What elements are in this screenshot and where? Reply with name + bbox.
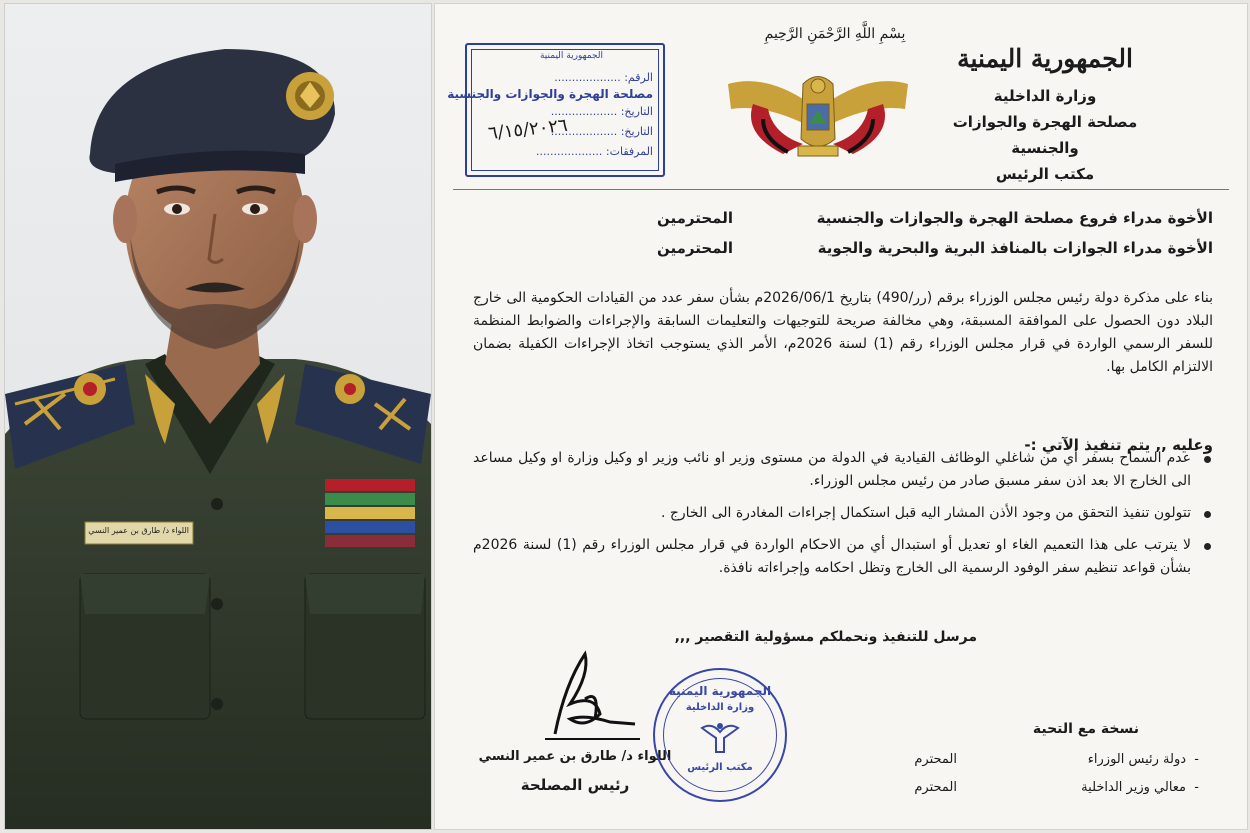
basmala: بِسْمِ اللَّهِ الرَّحْمَنِ الرَّحِيمِ [764, 26, 906, 42]
officer-portrait [4, 3, 432, 830]
signatory-name: اللواء د/ طارق بن عمير النسي [478, 749, 672, 764]
ministry-name: وزارة الداخلية [993, 87, 1097, 105]
stamp-date-label: التاريخ: ................... [550, 105, 653, 118]
addressee-2: الأخوة مدراء الجوازات بالمنافذ البرية والبحرية والجوية [817, 239, 1213, 257]
addressee-1-honor: المحترمين [657, 209, 734, 227]
stamp-date-label-2: التاريخ: ................... [550, 125, 653, 138]
copy-to-title: نسخة مع التحية [1032, 721, 1139, 737]
copy-recipient-1-honor: المحترم [914, 752, 957, 767]
signatory-title: رئيس المصلحة [520, 776, 630, 794]
office-name: مكتب الرئيس [995, 165, 1095, 183]
body-paragraph: بناء على مذكرة دولة رئيس مجلس الوزراء برقم (رر/490) بتاريخ 2026/06/1م بشأن سفر عدد من القيادات الحكومية الى خارج البلاد دون الحصول على الموافقة المسبقة، وهي مخالفة صريحة للتوجيهات والتعليمات السابقة والإجراءات والضوابط المنظمة للسفر الرسمي الواردة في قرار مجلس الوزراء رقم (1) لسنة 2026م، الأمر الذي يستوجب اتخاذ الإجراءات الكفيلة بضمان الالتزام الكامل بها. [473, 290, 1214, 375]
action-heading: وعليه ,, يتم تنفيذ الآتي :- [1024, 436, 1213, 454]
seal-eagle-icon [700, 718, 740, 758]
copy-recipient-1: - دولة رئيس الوزراء [1087, 752, 1199, 767]
officer-portrait-illustration [5, 4, 431, 829]
copy-recipient-2: - معالي وزير الداخلية [1081, 780, 1199, 795]
list-item: لا يترتب على هذا التعميم الغاء او تعديل أو استبدال أي من الاحكام الواردة في قرار مجلس الوزراء رقم (1) لسنة 2026م بشأن قواعد تنظيم سفر الوفود الرسمية الى الخارج وتظل احكامه وإجراءاته نافذة. [473, 534, 1213, 580]
country-name: الجمهورية اليمنية [957, 44, 1133, 73]
copy-recipient-2-honor: المحترم [914, 780, 957, 795]
national-emblem-icon [723, 64, 913, 164]
authority-name: مصلحة الهجرة والجوازات والجنسية [952, 113, 1138, 157]
stamp-number-label: الرقم: ................... [554, 71, 653, 84]
directives-list [473, 447, 1213, 580]
letterhead [925, 44, 1165, 187]
addressee-1: الأخوة مدراء فروع مصلحة الهجرة والجوازات والجنسية [816, 209, 1213, 227]
reference-stamp [447, 43, 665, 177]
stamp-attachments-label: المرفقات: ................... [535, 145, 653, 158]
stamp-authority: مصلحة الهجرة والجوازات والجنسية [447, 87, 653, 101]
name-tag: اللواء د/ طارق بن عمير النسي [88, 526, 189, 535]
list-item: تتولون تنفيذ التحقق من وجود الأذن المشار اليه قبل استكمال إجراءات المغادرة الى الخارج . [473, 502, 1213, 525]
header-divider [453, 189, 1229, 190]
official-letter [434, 3, 1248, 830]
official-seal: الجمهورية اليمنية وزارة الداخلية مكتب الرئيس [653, 668, 787, 802]
signature-icon [515, 644, 645, 744]
closing-line: مرسل للتنفيذ ونحملكم مسؤولية التقصير ,,, [674, 629, 977, 645]
list-item: عدم السماح بسفر أي من شاغلي الوظائف القيادية في الدولة من مستوى وزير او نائب وزير او وكيل وزارة او وكيل مساعد الى الخارج الا بعد اذن سفر مسبق صادر من رئيس مجلس الوزراء. [473, 447, 1213, 493]
stamp-handwritten-date: ٦/١٥/٢٠٢٦ [487, 114, 569, 145]
addressee-2-honor: المحترمين [657, 239, 734, 257]
stamp-country: الجمهورية اليمنية [539, 51, 603, 61]
